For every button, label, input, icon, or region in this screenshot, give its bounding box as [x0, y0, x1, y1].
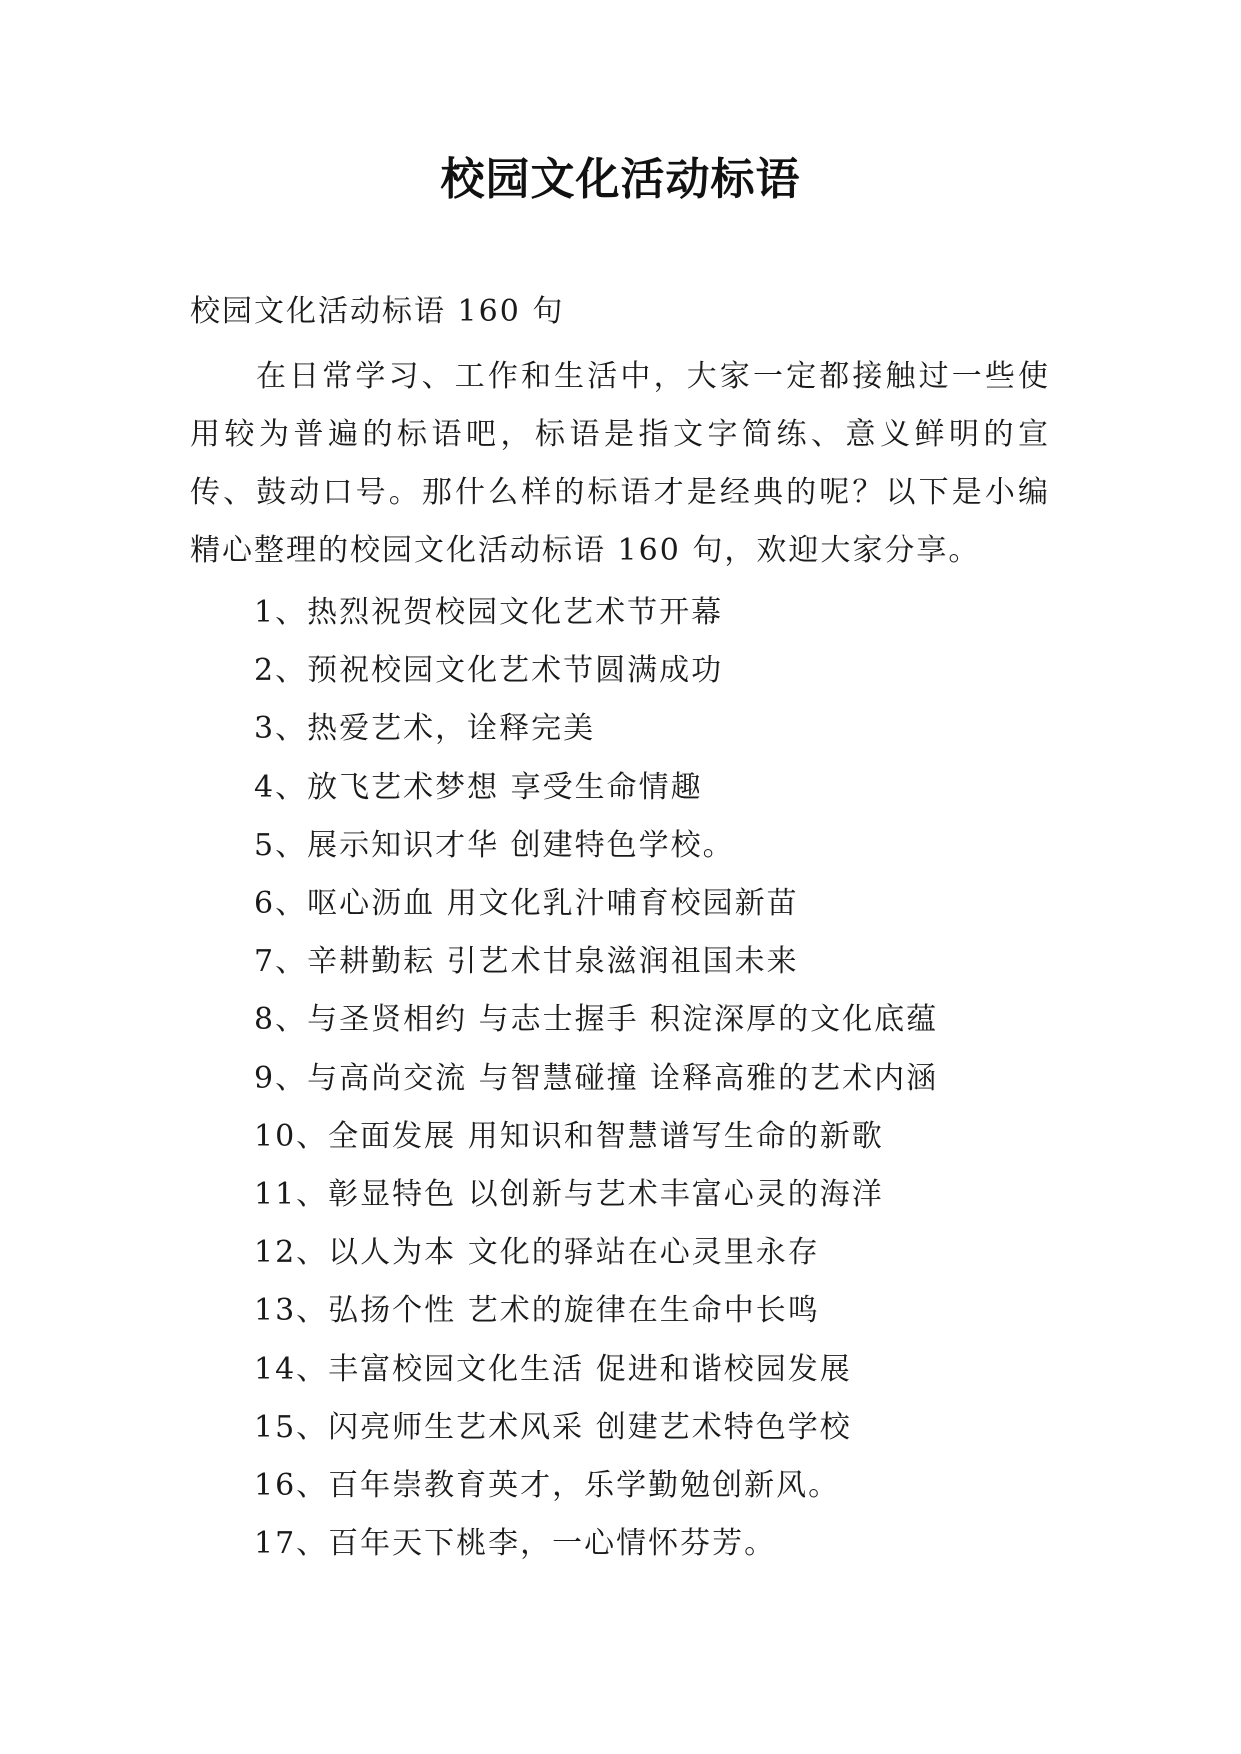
document-subtitle: 校园文化活动标语 160 句 — [190, 294, 565, 329]
slogan-item: 9、与高尚交流 与智慧碰撞 诠释高雅的艺术内涵 — [254, 1060, 939, 1096]
slogan-item: 16、百年崇教育英才，乐学勤勉创新风。 — [254, 1468, 841, 1504]
slogan-item: 7、辛耕勤耘 引艺术甘泉滋润祖国未来 — [254, 944, 799, 980]
slogan-item: 8、与圣贤相约 与志士握手 积淀深厚的文化底蕴 — [254, 1002, 939, 1038]
slogan-item: 4、放飞艺术梦想 享受生命情趣 — [254, 769, 703, 805]
slogan-item: 5、展示知识才华 创建特色学校。 — [254, 827, 735, 863]
intro-paragraph: 在日常学习、工作和生活中，大家一定都接触过一些使用较为普遍的标语吧，标语是指文字简练、意义鲜明的宣传、鼓动口号。那什么样的标语才是经典的呢？以下是小编精心整理的校园文化活动标语 160 句，欢迎大家分享。 — [190, 359, 1050, 568]
slogan-item: 13、弘扬个性 艺术的旋律在生命中长鸣 — [254, 1293, 820, 1329]
slogan-item: 11、彰显特色 以创新与艺术丰富心灵的海洋 — [254, 1177, 884, 1213]
slogan-item: 2、预祝校园文化艺术节圆满成功 — [254, 653, 724, 689]
slogan-list — [254, 584, 938, 1573]
slogan-item: 6、呕心沥血 用文化乳汁哺育校园新苗 — [254, 886, 799, 922]
document-title: 校园文化活动标语 — [440, 154, 801, 205]
slogan-item: 12、以人为本 文化的驿站在心灵里永存 — [254, 1235, 820, 1271]
slogan-item: 17、百年天下桃李，一心情怀芬芳。 — [254, 1526, 777, 1562]
slogan-item: 10、全面发展 用知识和智慧谱写生命的新歌 — [254, 1118, 884, 1154]
slogan-item: 1、热烈祝贺校园文化艺术节开幕 — [254, 595, 724, 630]
slogan-item: 15、闪亮师生艺术风采 创建艺术特色学校 — [254, 1409, 852, 1445]
slogan-item: 14、丰富校园文化生活 促进和谐校园发展 — [254, 1351, 852, 1387]
slogan-item: 3、热爱艺术，诠释完美 — [254, 711, 596, 747]
